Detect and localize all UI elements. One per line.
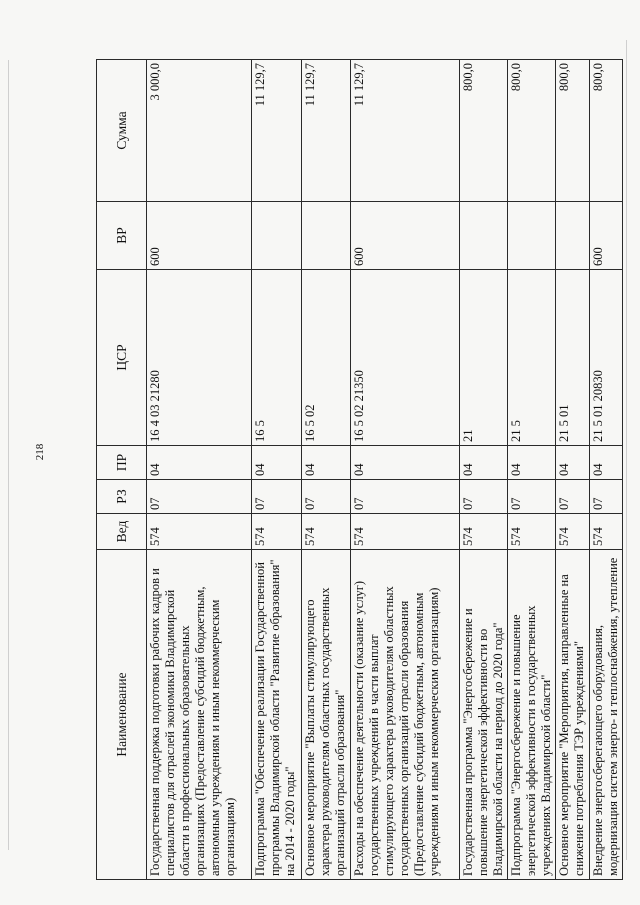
cell-name: Подпрограмма "Обеспечение реализации Государственной программы Владимирской области "Развитие образования" на 2014 - 2020 годы" (252, 550, 302, 880)
table-row (556, 60, 590, 880)
cell-csr: 21 5 01 20830 (590, 270, 623, 446)
header-vr: ВР (97, 202, 147, 270)
header-ved: Вед (97, 514, 147, 550)
table-row (460, 60, 508, 880)
cell-csr: 16 5 02 21350 (351, 270, 460, 446)
cell-csr: 16 5 (252, 270, 302, 446)
header-name: Наименование (97, 550, 147, 880)
cell-sum: 800,0 (508, 60, 556, 202)
header-rz: РЗ (97, 480, 147, 514)
cell-vr (556, 202, 590, 270)
table-row (302, 60, 351, 880)
header-csr: ЦСР (97, 270, 147, 446)
cell-rz: 07 (556, 480, 590, 514)
table-row (147, 60, 252, 880)
cell-rz: 07 (508, 480, 556, 514)
cell-vr: 600 (147, 202, 252, 270)
cell-pr: 04 (302, 446, 351, 480)
cell-ved: 574 (508, 514, 556, 550)
cell-name: Государственная программа "Энергосбережение и повышение энергетической эффективности во Владимирской области на период до 2020 года" (460, 550, 508, 880)
cell-name: Расходы на обеспечение деятельности (оказание услуг) государственных учреждений в части выплат стимулирующего характера руководителям областных государственных организаций отрасли образования (Предоставление субсидий бюджетным, автономным учреждениям и иным некоммерческим организациям) (351, 550, 460, 880)
cell-vr (302, 202, 351, 270)
cell-csr: 21 5 (508, 270, 556, 446)
cell-pr: 04 (351, 446, 460, 480)
table-row (351, 60, 460, 880)
cell-name: Основное мероприятие "Выплаты стимулирующего характера руководителям областных государственных организаций отрасли образования" (302, 550, 351, 880)
table-header-row (97, 60, 147, 880)
cell-ved: 574 (252, 514, 302, 550)
cell-sum: 11 129,7 (252, 60, 302, 202)
cell-name: Основное мероприятие "Мероприятия, направленные на снижение потребления ТЭР учреждениями" (556, 550, 590, 880)
cell-rz: 07 (351, 480, 460, 514)
cell-rz: 07 (460, 480, 508, 514)
cell-vr: 600 (351, 202, 460, 270)
cell-csr: 16 4 03 21280 (147, 270, 252, 446)
header-sum: Сумма (97, 60, 147, 202)
cell-rz: 07 (252, 480, 302, 514)
cell-pr: 04 (556, 446, 590, 480)
cell-csr: 21 (460, 270, 508, 446)
cell-rz: 07 (590, 480, 623, 514)
cell-vr: 600 (590, 202, 623, 270)
cell-pr: 04 (460, 446, 508, 480)
cell-vr (252, 202, 302, 270)
cell-sum: 11 129,7 (302, 60, 351, 202)
cell-sum: 11 129,7 (351, 60, 460, 202)
cell-sum: 800,0 (556, 60, 590, 202)
table-row (252, 60, 302, 880)
table-row (590, 60, 623, 880)
cell-csr: 16 5 02 (302, 270, 351, 446)
cell-vr (508, 202, 556, 270)
page-number: 218 (34, 443, 46, 461)
rotated-table-container (96, 60, 620, 880)
cell-ved: 574 (556, 514, 590, 550)
cell-rz: 07 (302, 480, 351, 514)
header-pr: ПР (97, 446, 147, 480)
budget-table (96, 59, 623, 880)
cell-csr: 21 5 01 (556, 270, 590, 446)
cell-pr: 04 (508, 446, 556, 480)
cell-pr: 04 (147, 446, 252, 480)
cell-vr (460, 202, 508, 270)
cell-name: Государственная поддержка подготовки рабочих кадров и специалистов для отраслей экономики Владимирской области в профессиональных образовательных организациях (Предоставление субсидий бюджетным, автономным учреждениям и иным некоммерческим организациям) (147, 550, 252, 880)
cell-pr: 04 (252, 446, 302, 480)
table-row (508, 60, 556, 880)
cell-name: Подпрограмма "Энергосбережение и повышение энергетической эффективности в государственных учреждениях Владимирской области" (508, 550, 556, 880)
cell-ved: 574 (351, 514, 460, 550)
scan-artifact-right (626, 40, 627, 860)
cell-sum: 800,0 (590, 60, 623, 202)
cell-ved: 574 (147, 514, 252, 550)
cell-ved: 574 (302, 514, 351, 550)
cell-sum: 800,0 (460, 60, 508, 202)
cell-pr: 04 (590, 446, 623, 480)
cell-sum: 3 000,0 (147, 60, 252, 202)
cell-name: Внедрение энергосберегающего оборудования, модернизация систем энерго- и теплоснабжения, утепление (590, 550, 623, 880)
cell-ved: 574 (460, 514, 508, 550)
cell-ved: 574 (590, 514, 623, 550)
scan-artifact-left (8, 60, 9, 850)
cell-rz: 07 (147, 480, 252, 514)
